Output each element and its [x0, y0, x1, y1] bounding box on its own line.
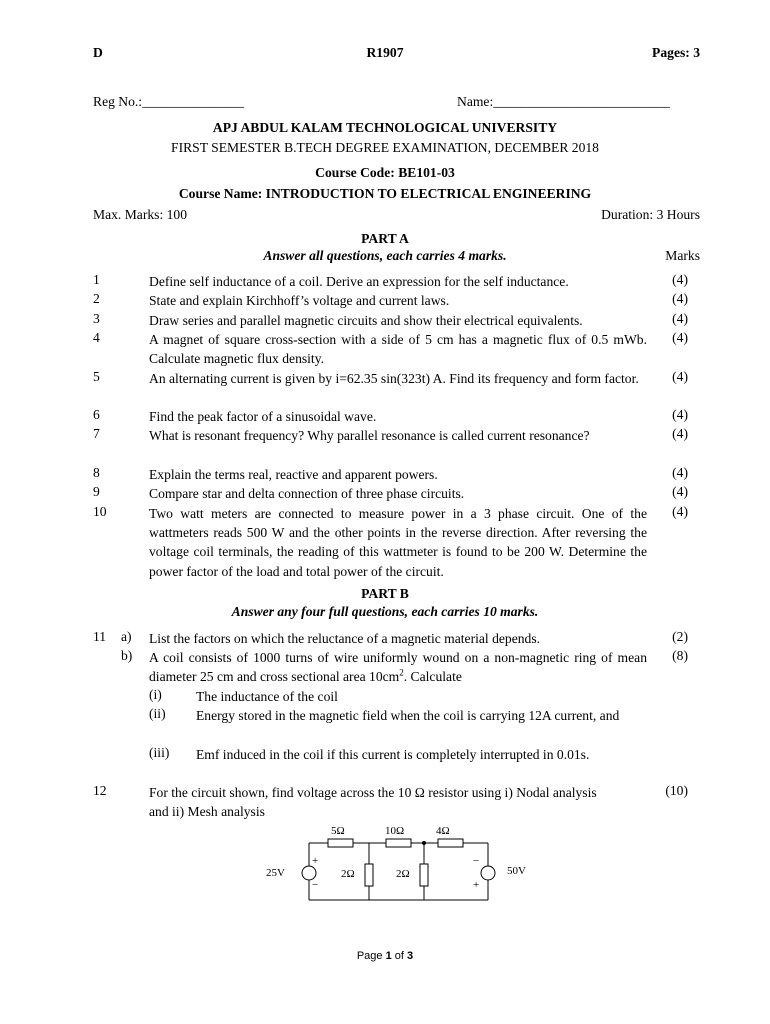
question-marks: (4)	[672, 407, 688, 422]
question-number: 8	[93, 465, 100, 480]
part-b-title: PART B	[361, 586, 409, 601]
question-text: List the factors on which the reluctance of a magnetic material depends.	[149, 631, 541, 646]
plus-sign: +	[312, 855, 319, 867]
label-25v: 25V	[266, 867, 285, 879]
question-marks: (2)	[672, 629, 688, 644]
question-marks: (4)	[672, 291, 688, 306]
university-title: APJ ABDUL KALAM TECHNOLOGICAL UNIVERSITY	[212, 120, 558, 135]
question-number: 4	[93, 330, 100, 345]
part-b-instruction: Answer any four full questions, each carries 10 marks.	[231, 604, 539, 619]
page-footer: Page 1 of 3	[356, 950, 414, 962]
question-marks: (4)	[672, 369, 688, 384]
question-marks: (10)	[665, 783, 688, 798]
label-2-ohm-a: 2Ω	[341, 868, 355, 880]
item-label: (ii)	[149, 706, 166, 721]
marks-header: Marks	[665, 248, 700, 263]
plus-sign: +	[473, 879, 480, 891]
question-marks: (8)	[672, 648, 688, 663]
set-code: D	[93, 45, 103, 60]
voltage-source-25v	[302, 866, 316, 880]
label-50v: 50V	[507, 865, 526, 877]
question-text: Explain the terms real, reactive and apparent powers.	[149, 467, 438, 482]
circuit-node	[422, 841, 426, 845]
question-text: For the circuit shown, find voltage across the 10 Ω resistor using i) Nodal analysis and ii) Mesh analysis	[149, 785, 597, 820]
question-number: 9	[93, 484, 100, 499]
question-text: Draw series and parallel magnetic circuits and show their electrical equivalents.	[149, 313, 583, 328]
resistor-10-ohm	[386, 839, 411, 847]
label-2-ohm-b: 2Ω	[396, 868, 410, 880]
page-count: Pages: 3	[652, 45, 700, 60]
label-10-ohm: 10Ω	[385, 825, 405, 837]
reg-no-field: Reg No.:_______________	[93, 94, 245, 109]
item-label: (i)	[149, 687, 162, 702]
question-number: 3	[93, 311, 100, 326]
question-number: 12	[93, 783, 107, 798]
question-number: 10	[93, 504, 107, 519]
label-4-ohm: 4Ω	[436, 825, 450, 837]
max-marks: Max. Marks: 100	[93, 207, 188, 222]
minus-sign: −	[312, 879, 319, 891]
question-text: Find the peak factor of a sinusoidal wave.	[149, 409, 377, 424]
voltage-source-50v	[481, 866, 495, 880]
question-text: Define self inductance of a coil. Derive an expression for the self inductance.	[149, 274, 569, 289]
question-text: What is resonant frequency? Why parallel resonance is called current resonance?	[149, 428, 590, 443]
item-text: Energy stored in the magnetic field when the coil is carrying 12A current, and	[196, 708, 620, 723]
course-code: Course Code: BE101-03	[315, 165, 455, 180]
question-marks: (4)	[672, 426, 688, 441]
question-marks: (4)	[672, 311, 688, 326]
question-text: Two watt meters are connected to measure power in a 3 phase circuit. One of the wattmeters reads 500 W and the other points in the reverse direction. After reversing the voltage coil terminals, the reading of this wattmeter is found to be 200 W. Determine the power factor of the load and total power of the circuit.	[149, 506, 647, 579]
question-marks: (4)	[672, 330, 688, 345]
circuit-diagram	[255, 818, 545, 918]
paper-code: R1907	[366, 45, 404, 60]
label-5-ohm: 5Ω	[331, 825, 345, 837]
question-marks: (4)	[672, 504, 688, 519]
question-text: A coil consists of 1000 turns of wire uniformly wound on a non-magnetic ring of mean diameter 25 cm and cross sectional area $10cm^2$. Calculate	[149, 650, 647, 685]
question-number: 2	[93, 291, 100, 306]
question-marks: (4)	[672, 484, 688, 499]
resistor-2-ohm-a	[365, 864, 373, 886]
minus-sign: −	[473, 855, 480, 867]
resistor-5-ohm	[328, 839, 353, 847]
question-number: 5	[93, 369, 100, 384]
question-number: 7	[93, 426, 100, 441]
exam-title: FIRST SEMESTER B.TECH DEGREE EXAMINATION, DECEMBER 2018	[171, 140, 599, 155]
resistor-4-ohm	[438, 839, 463, 847]
item-text: Emf induced in the coil if this current is completely interrupted in 0.01s.	[196, 747, 590, 762]
question-number: 11	[93, 629, 107, 644]
resistor-2-ohm-b	[420, 864, 428, 886]
question-number: 1	[93, 272, 100, 287]
item-label: (iii)	[149, 745, 170, 760]
question-text: An alternating current is given by i=62.35 sin(323t) A. Find its frequency and form factor.	[149, 371, 639, 386]
name-field: Name:__________________________	[457, 94, 670, 109]
duration: Duration: 3 Hours	[601, 207, 700, 222]
question-marks: (4)	[672, 465, 688, 480]
course-name: Course Name: INTRODUCTION TO ELECTRICAL ENGINEERING	[178, 186, 592, 201]
subquestion-label: a)	[121, 629, 132, 644]
question-text: Compare star and delta connection of three phase circuits.	[149, 486, 465, 501]
item-text: The inductance of the coil	[196, 689, 338, 704]
part-a-instruction: Answer all questions, each carries 4 marks.	[263, 248, 507, 263]
question-text: State and explain Kirchhoff’s voltage and current laws.	[149, 293, 450, 308]
question-text: A magnet of square cross-section with a side of 5 cm has a magnetic flux of 0.5 mWb. Calculate magnetic flux density.	[149, 332, 647, 367]
subquestion-label: b)	[121, 648, 133, 663]
question-number: 6	[93, 407, 100, 422]
part-a-title: PART A	[361, 231, 409, 246]
question-marks: (4)	[672, 272, 688, 287]
